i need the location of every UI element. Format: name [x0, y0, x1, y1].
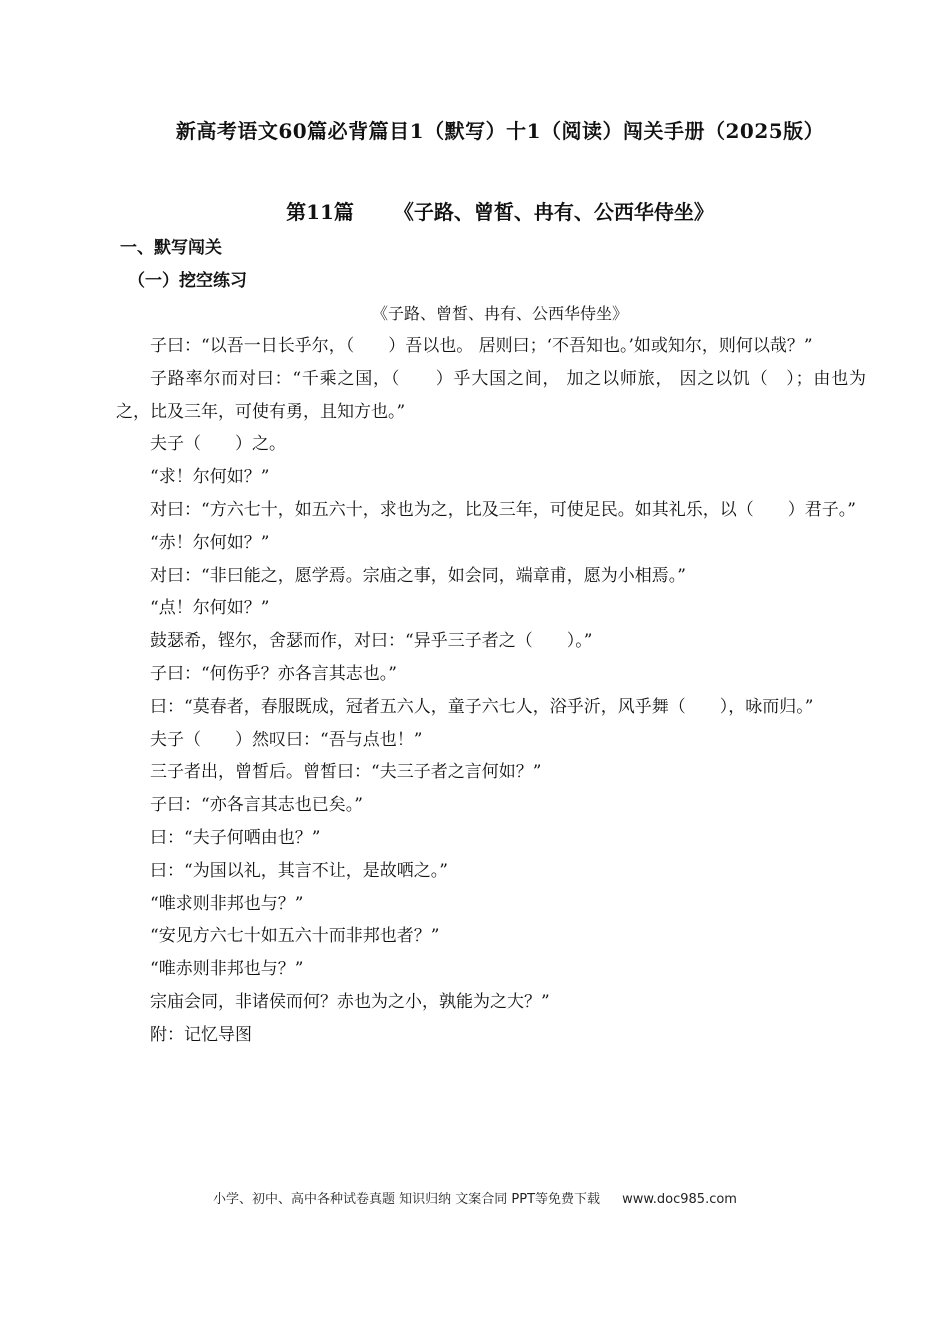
- paragraph: “唯赤则非邦也与？”: [150, 959, 304, 980]
- paragraph: 曰：“为国以礼，其言不让，是故哂之。”: [150, 860, 448, 881]
- paragraph: 子路率尔而对曰：“千乘之国，（ ）乎大国之间， 加之以师旅， 因之以饥（ ）；由也为之，比及三年，可使有勇，且知方也。”: [116, 368, 866, 422]
- paragraph: 子曰：“亦各言其志也已矣。”: [150, 795, 363, 816]
- paragraph: 三子者出，曾皙后。曾皙曰：“夫三子者之言何如？”: [150, 762, 542, 783]
- paragraph: “点！尔何如？”: [150, 598, 270, 619]
- paragraph: “赤！尔何如？”: [150, 532, 270, 553]
- paragraph: 对曰：“方六七十，如五六十，求也为之，比及三年，可使足民。如其礼乐，以（ ）君子。”: [150, 499, 856, 520]
- footer-site-link[interactable]: www.doc985.com: [622, 1192, 737, 1207]
- passage-body: [116, 330, 866, 1052]
- chapter-title: 《子路、曾皙、冉有、公西华侍坐》: [393, 200, 714, 224]
- paragraph: 曰：“夫子何哂由也？”: [150, 827, 321, 848]
- document-title: 新高考语文60篇必背篇目1（默写）十1（阅读）闯关手册（2025版）: [175, 119, 825, 143]
- text-title: 《子路、曾皙、冉有、公西华侍坐》: [371, 304, 628, 323]
- subsection-heading: （一）挖空练习: [128, 271, 247, 291]
- section-heading: 一、默写闯关: [120, 238, 222, 258]
- page-footer: [0, 1188, 950, 1212]
- paragraph: 鼓瑟希，铿尔，舍瑟而作，对曰：“异乎三子者之（ ）。”: [150, 631, 593, 652]
- paragraph: “安见方六七十如五六十而非邦也者？”: [150, 926, 440, 947]
- footer-text: 小学、初中、高中各种试卷真题 知识归纳 文案合同 PPT等免费下载: [213, 1192, 601, 1207]
- paragraph: 夫子（ ）然叹曰：“吾与点也！”: [150, 729, 423, 750]
- paragraph: 曰：“莫春者，春服既成，冠者五六人，童子六七人，浴乎沂，风乎舞（ ），咏而归。”: [150, 696, 814, 717]
- chapter-label: 第11篇: [286, 200, 354, 224]
- paragraph: 对曰：“非曰能之，愿学焉。宗庙之事，如会同，端章甫，愿为小相焉。”: [150, 565, 686, 586]
- paragraph: “唯求则非邦也与？”: [150, 893, 304, 914]
- chapter-heading: [150, 196, 850, 228]
- paragraph: 夫子（ ）之。: [150, 434, 286, 455]
- paragraph: 子曰：“以吾一日长乎尔，（ ）吾以也。 居则曰；‘不吾知也。’如或知尔，则何以哉？”: [150, 336, 813, 356]
- paragraph: “求！尔何如？”: [150, 467, 270, 488]
- paragraph: 子曰：“何伤乎？亦各言其志也。”: [150, 663, 397, 684]
- paragraph: 宗庙会同，非诸侯而何？赤也为之小，孰能为之大？”: [150, 991, 550, 1012]
- paragraph: 附：记忆导图: [150, 1024, 252, 1045]
